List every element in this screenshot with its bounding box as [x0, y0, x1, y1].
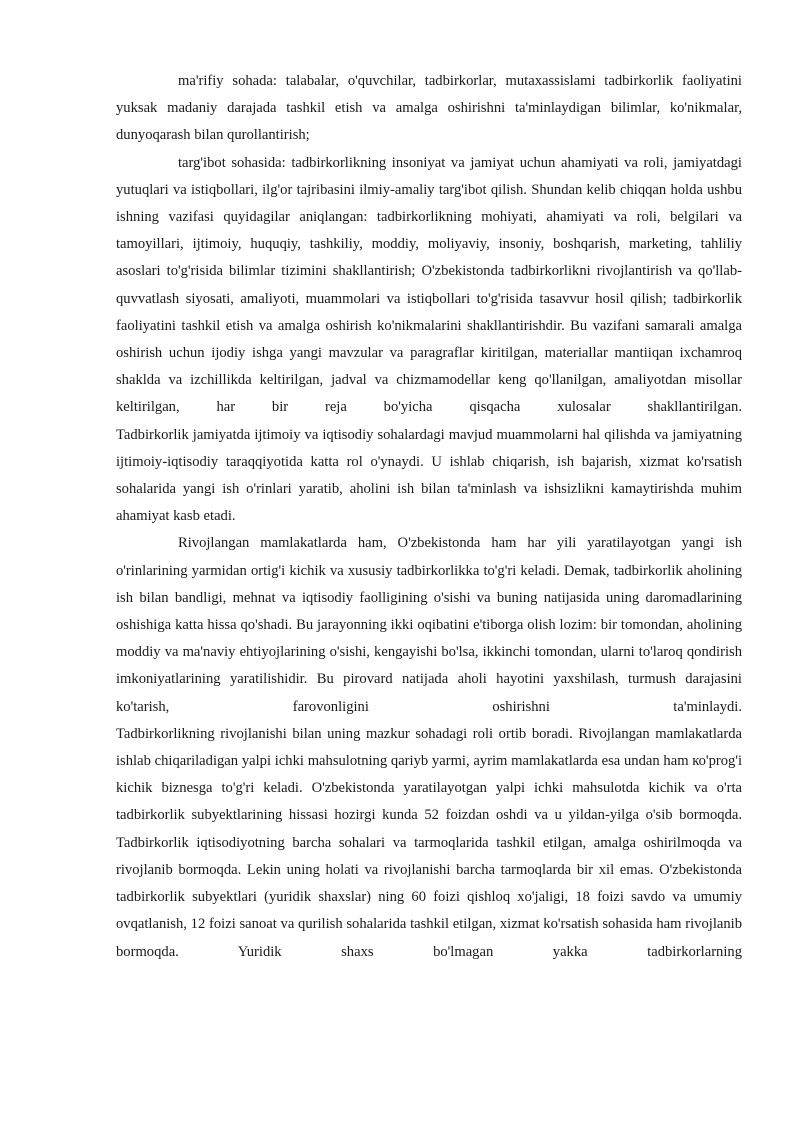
document-page [116, 68, 742, 966]
paragraph-tadbirkorlik-rol: Tadbirkorlik jamiyatda ijtimoiy va iqtisodiy sohalardagi mavjud muammolarni hal qilishda va jamiyatning ijtimoiy-iqtisodiy taraqqiyotida katta rol o'ynaydi. U ishlab chiqarish, ish bajarish, xizmat ko'rsatish sohalarida yangi ish o'rinlari yaratib, aholini ish bilan ta'minlash va ishsizlikni kamaytirishda muhim ahamiyat kasb etadi. [116, 426, 742, 525]
paragraph-tarmoqlar: Tadbirkorlik iqtisodiyotning barcha sohalari va tarmoqlarida tashkil etilgan, amalga oshirilmoqda va rivojlanib bormoqda. Lekin uning holati va rivojlanishi barcha tarmoqlarda bir xil emas. O'zbekistonda tadbirkorlik subyektlari (yuridik shaxslar) ning 60 foizi qishloq xo'jaligi, 18 foizi savdo va umumiy ovqatlanish, 12 foizi sanoat va qurilish sohalarida tashkil etilgan, xizmat ko'rsatish sohasida ham rivojlanib bormoqda. Yuridik shaxs bo'lmagan yakka tadbirkorlarning [116, 834, 742, 960]
paragraph-rivojlangan: Rivojlangan mamlakatlarda ham, O'zbekistonda ham har yili yaratilayotgan yangi ish o'rinlarining yarmidan ortig'i kichik va xususiy tadbirkorlikka to'g'ri keladi. Demak, tadbirkorlik aholining ish bilan bandligi, mehnat va iqtisodiy faolligining o'sishi va buning natijasida uning daromadlarining oshishiga katta hissa qo'shadi. Bu jarayonning ikki oqibatini e'tiborga olish lozim: bir tomondan, aholining moddiy va ma'naviy ehtiyojlarining o'sishi, kengayishi bo'lsa, ikkinchi tomondan, ularni to'laroq qondirish imkoniyatlarining yaratilishidir. Bu pirovard natijada aholi hayotini yaxshilash, turmush darajasini ko'tarish, farovonligini oshirishni ta'minlaydi. [116, 535, 742, 715]
paragraph-targibot: targ'ibot sohasida: tadbirkorlikning insoniyat va jamiyat uchun ahamiyati va roli, jamiyatdagi yutuqlari va istiqbollari, ilg'or tajribasini ilmiy-amaliy targ'ibot qilish. Shundan kelib chiqqan holda ushbu ishning vazifasi quyidagilar aniqlangan: tadbirkorlikning mohiyati, ahamiyati va roli, belgilari va tamoyillari, ijtimoiy, huquqiy, tashkiliy, moddiy, moliyaviy, insoniy, boshqarish, marketing, tahliliy asoslari to'g'risida bilimlar tizimini shakllantirish; O'zbekistonda tadbirkorlikni rivojlantirish va qo'llab-quvvatlash siyosati, amaliyoti, muammolari va istiqbollari to'g'risida tasavvur hosil qilish; tadbirkorlik faoliyatini tashkil etish va amalga oshirish ko'nikmalarini shakllantirishdir. Bu vazifani samarali amalga oshirish uchun ijodiy ishga yangi mavzular va paragraflar kiritilgan, materiallar mantiiqan ixchamroq shaklda va izchillikda keltirilgan, jadval va chizmamodellar keng qo'llanilgan, amaliyotdan misollar keltirilgan, har bir reja bo'yicha qisqacha xulosalar shakllantirilgan. [116, 154, 742, 416]
paragraph-marifiy: ma'rifiy sohada: talabalar, o'quvchilar, tadbirkorlar, mutaxassislami tadbirkorlik faoliyatini yuksak madaniy darajada tashkil etish va amalga oshirishni ta'minlaydigan bilimlar, ko'nikmalar, dunyoqarash bilan qurollantirish; [116, 73, 742, 144]
paragraph-yalpi-mahsulot: Tadbirkorlikning rivojlanishi bilan uning mazkur sohadagi roli ortib boradi. Rivojlangan mamlakatlarda ishlab chiqariladigan yalpi ichki mahsulotning qariyb yarmi, ayrim mamlakatlarda esa undan ham ко'prog'i kichik biznesga to'g'ri keladi. O'zbekistonda yaratilayotgan yalpi ichki mahsulotda kichik va o'rta tadbirkorlik subyektlarining hissasi hozirgi kunda 52 foizdan oshdi va u yildan-yilga o'sib bormoqda. [116, 725, 742, 824]
